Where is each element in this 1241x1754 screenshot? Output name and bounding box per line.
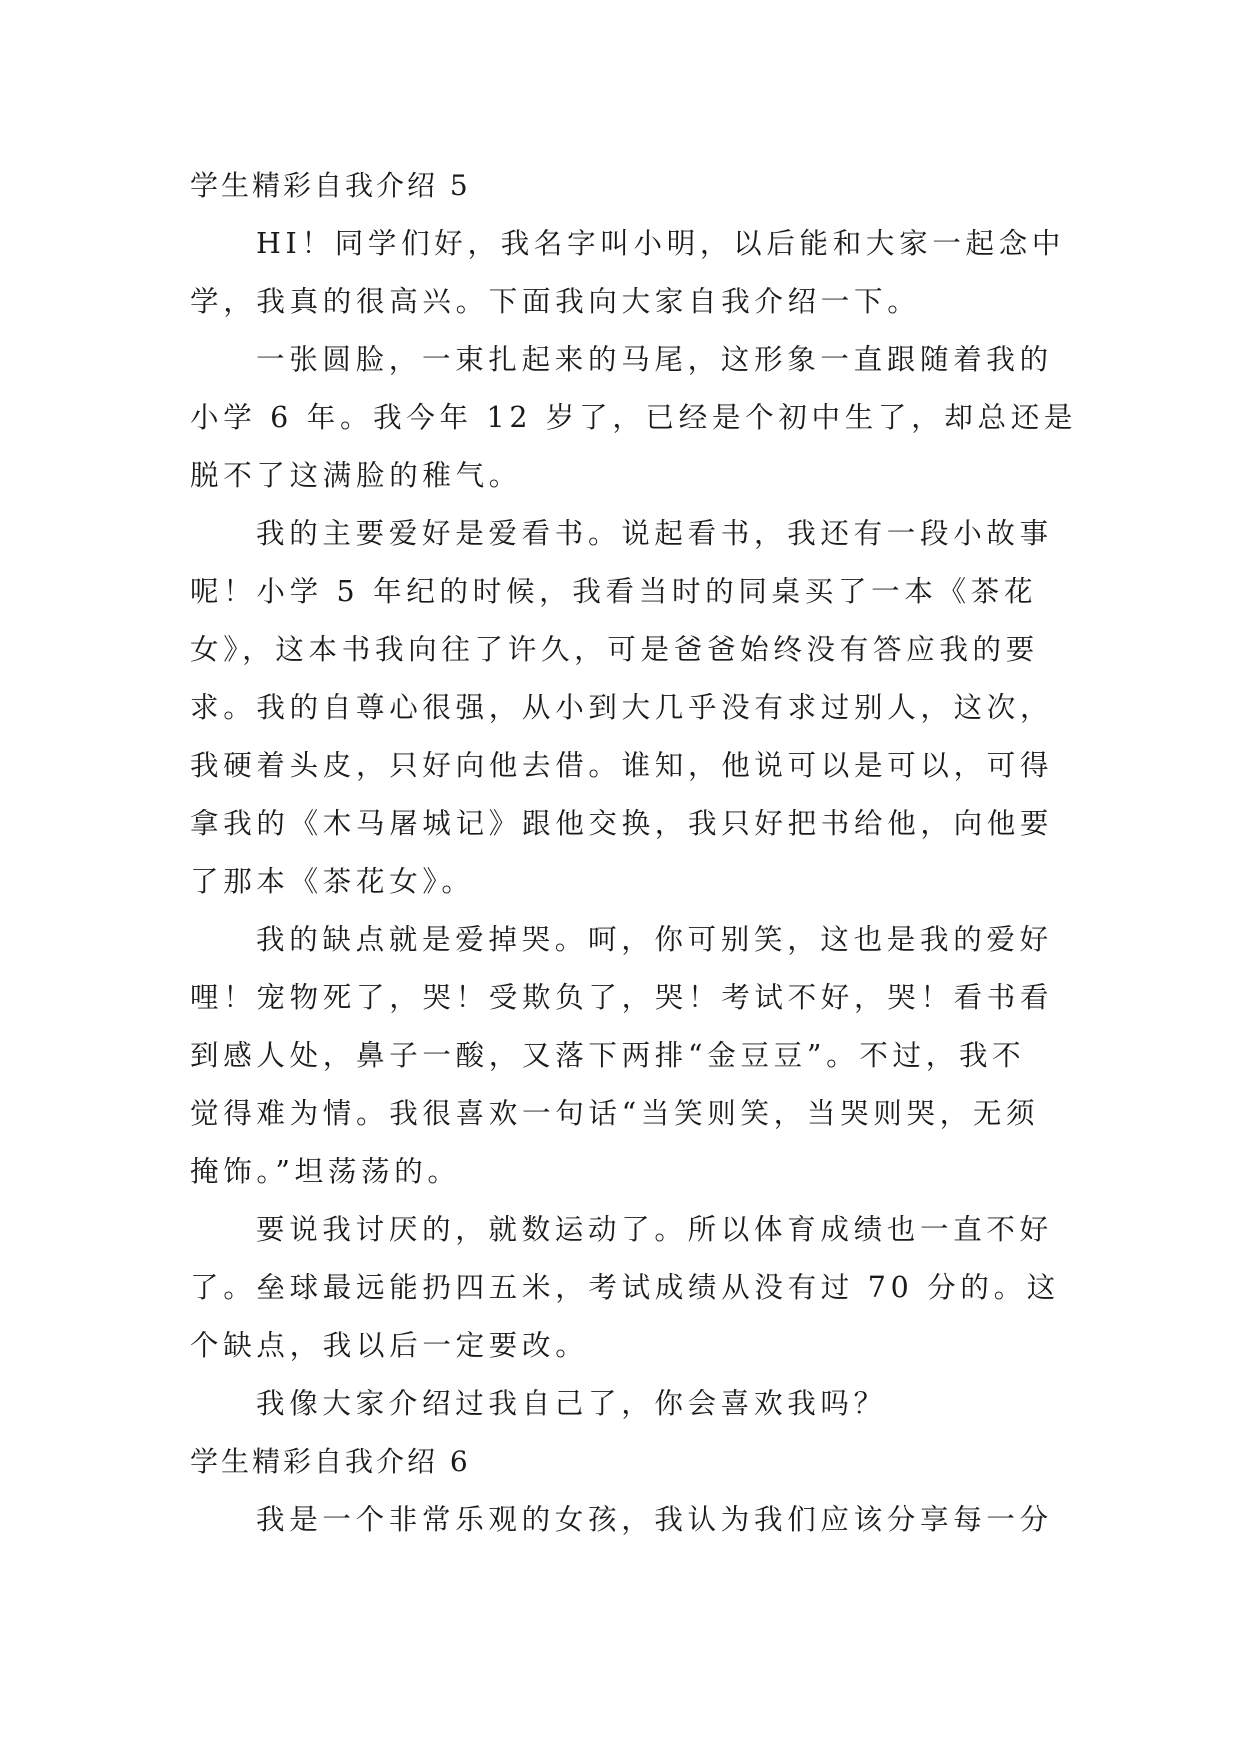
text-line: 一张圆脸，一束扎起来的马尾，这形象一直跟随着我的 xyxy=(256,343,1053,376)
section-5 xyxy=(190,157,1078,1433)
text-line: 我硬着头皮，只好向他去借。谁知，他说可以是可以，可得 xyxy=(190,749,1054,782)
paragraph xyxy=(190,1201,1060,1375)
text-line: 女》，这本书我向往了许久，可是爸爸始终没有答应我的要 xyxy=(190,633,1039,666)
text-line: 求。我的自尊心很强，从小到大几乎没有求过别人，这次， xyxy=(190,691,1054,724)
paragraph xyxy=(190,911,1054,1201)
text-line: 呢！小学 5 年纪的时候，我看当时的同桌买了一本《茶花 xyxy=(190,575,1038,608)
text-line: 掩饰。”坦荡荡的。 xyxy=(190,1155,461,1188)
text-line: 学，我真的很高兴。下面我向大家自我介绍一下。 xyxy=(190,285,921,318)
text-line: 到感人处，鼻子一酸，又落下两排“金豆豆”。不过，我不 xyxy=(190,1039,1026,1072)
text-line: 我的主要爱好是爱看书。说起看书，我还有一段小故事 xyxy=(256,517,1053,550)
section-heading: 学生精彩自我介绍 6 xyxy=(190,1445,471,1478)
document-body xyxy=(190,157,1078,1549)
text-line: 要说我讨厌的，就数运动了。所以体育成绩也一直不好 xyxy=(256,1213,1053,1246)
paragraph xyxy=(190,215,1066,331)
text-line: 了。垒球最远能扔四五米，考试成绩从没有过 70 分的。这 xyxy=(190,1271,1060,1304)
text-line: 觉得难为情。我很喜欢一句话“当笑则笑，当哭则哭，无须 xyxy=(190,1097,1040,1130)
text-line: HI！同学们好，我名字叫小明，以后能和大家一起念中 xyxy=(256,227,1066,260)
section-6 xyxy=(190,1433,1053,1549)
text-line: 拿我的《木马屠城记》跟他交换，我只好把书给他，向他要 xyxy=(190,807,1054,840)
paragraph xyxy=(190,331,1078,505)
text-line: 哩！宠物死了，哭！受欺负了，哭！考试不好，哭！看书看 xyxy=(190,981,1054,1014)
section-heading: 学生精彩自我介绍 5 xyxy=(190,169,471,202)
paragraph xyxy=(190,1375,1050,1433)
paragraph xyxy=(190,505,1054,911)
text-line: 小学 6 年。我今年 12 岁了，已经是个初中生了，却总还是 xyxy=(190,401,1078,434)
text-line: 我的缺点就是爱掉哭。呵，你可别笑，这也是我的爱好 xyxy=(256,923,1053,956)
text-line: 脱不了这满脸的稚气。 xyxy=(190,459,523,492)
paragraph xyxy=(190,1491,1053,1549)
text-line: 了那本《茶花女》。 xyxy=(190,865,475,898)
text-line: 我是一个非常乐观的女孩，我认为我们应该分享每一分 xyxy=(256,1503,1053,1536)
text-line: 我像大家介绍过我自己了，你会喜欢我吗？ xyxy=(256,1387,887,1420)
text-line: 个缺点，我以后一定要改。 xyxy=(190,1329,589,1362)
